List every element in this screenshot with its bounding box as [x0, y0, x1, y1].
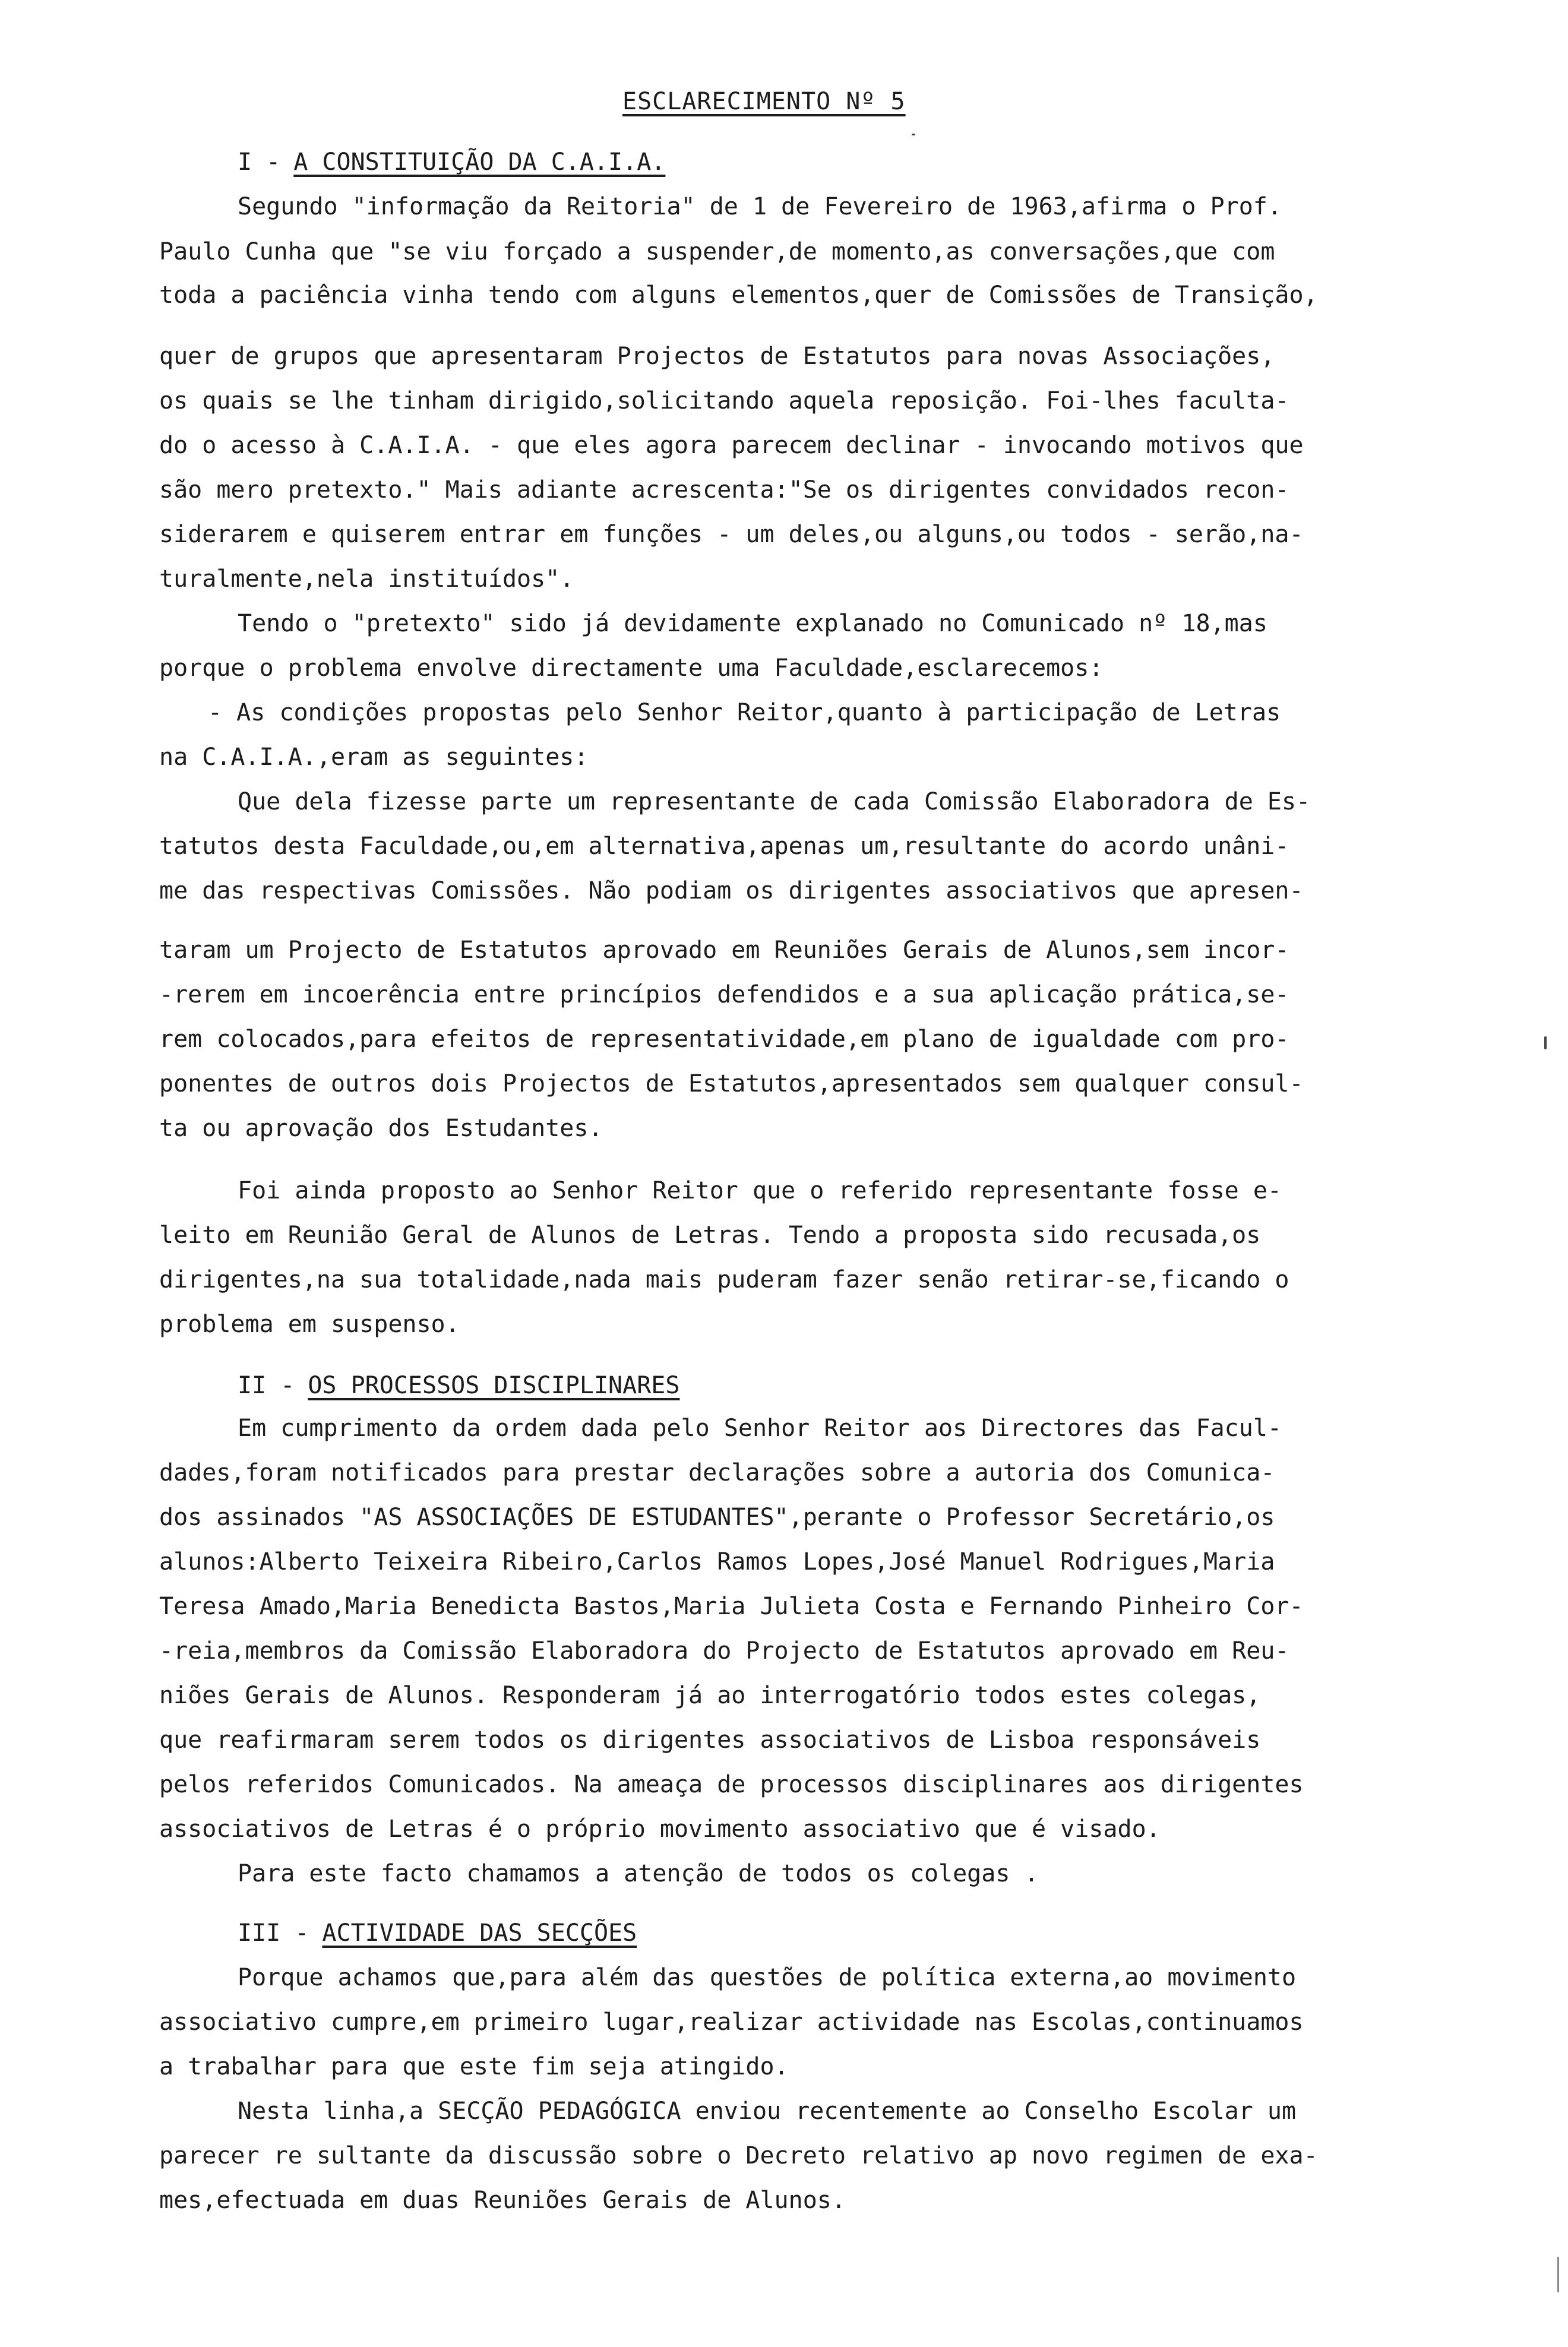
text-line: ta ou aprovação dos Estudantes. — [159, 1115, 603, 1142]
text-line: toda a paciência vinha tendo com alguns elementos,quer de Comissões de Transição, — [159, 281, 1318, 309]
text-line: Em cumprimento da ordem dada pelo Senhor Reitor aos Directores das Facul- — [238, 1415, 1282, 1442]
section-heading-processos — [238, 1372, 679, 1399]
section-number: III - — [238, 1919, 309, 1947]
text-line: Que dela fizesse parte um representante de cada Comissão Elaboradora de Es- — [238, 788, 1311, 815]
text-line: os quais se lhe tinham dirigido,solicitando aquela reposição. Foi-lhes faculta- — [159, 387, 1289, 415]
text-line: dos assinados "AS ASSOCIAÇÕES DE ESTUDANTES",perante o Professor Secretário,os — [159, 1504, 1275, 1531]
text-line: parecer re sultante da discussão sobre o Decreto relativo ap novo regimen de exa- — [159, 2142, 1318, 2169]
text-line: Foi ainda proposto ao Senhor Reitor que o referido representante fosse e- — [238, 1177, 1282, 1204]
text-line: Para este facto chamamos a atenção de todos os colegas . — [238, 1860, 1039, 1887]
text-line: leito em Reunião Geral de Alunos de Letras. Tendo a proposta sido recusada,os — [159, 1222, 1261, 1249]
text-line: tatutos desta Faculdade,ou,em alternativa,apenas um,resultante do acordo unâni- — [159, 833, 1289, 860]
text-line: associativo cumpre,em primeiro lugar,realizar actividade nas Escolas,continuamos — [159, 2008, 1304, 2036]
text-line: pelos referidos Comunicados. Na ameaça de processos disciplinares aos dirigentes — [159, 1771, 1304, 1798]
text-line: Teresa Amado,Maria Benedicta Bastos,Maria Julieta Costa e Fernando Pinheiro Cor- — [159, 1593, 1304, 1620]
text-line: a trabalhar para que este fim seja atingido. — [159, 2053, 789, 2080]
section-heading-constituicao — [238, 148, 665, 176]
scan-speck — [1557, 2257, 1559, 2292]
section-title: OS PROCESSOS DISCIPLINARES — [308, 1372, 680, 1399]
text-line: me das respectivas Comissões. Não podiam os dirigentes associativos que apresen- — [159, 877, 1304, 904]
scan-speck — [1544, 1036, 1547, 1049]
text-line: Tendo o "pretexto" sido já devidamente explanado no Comunicado nº 18,mas — [238, 610, 1267, 637]
section-title: A CONSTITUIÇÃO DA C.A.I.A. — [293, 148, 666, 176]
text-line: Segundo "informação da Reitoria" de 1 de Fevereiro de 1963,afirma o Prof. — [238, 193, 1282, 220]
text-line: na C.A.I.A.,eram as seguintes: — [159, 744, 589, 771]
text-line: - As condições propostas pelo Senhor Reitor,quanto à participação de Letras — [208, 699, 1281, 726]
text-line: dades,foram notificados para prestar declarações sobre a autoria dos Comunica- — [159, 1459, 1275, 1486]
text-line: Paulo Cunha que "se viu forçado a suspender,de momento,as conversações,que com — [159, 238, 1275, 265]
text-line: siderarem e quiserem entrar em funções - um deles,ou alguns,ou todos - serão,na- — [159, 521, 1304, 548]
text-line: -reia,membros da Comissão Elaboradora do Projecto de Estatutos aprovado em Reu- — [159, 1637, 1289, 1665]
text-line: que reafirmaram serem todos os dirigentes associativos de Lisboa responsáveis — [159, 1726, 1261, 1754]
text-line: problema em suspenso. — [159, 1311, 460, 1338]
text-line: são mero pretexto." Mais adiante acrescenta:"Se os dirigentes convidados recon- — [159, 476, 1289, 504]
text-line: Porque achamos que,para além das questões de política externa,ao movimento — [238, 1964, 1297, 1991]
scan-speck — [912, 134, 915, 135]
text-line: turalmente,nela instituídos". — [159, 565, 574, 593]
text-line: quer de grupos que apresentaram Projectos de Estatutos para novas Associações, — [159, 343, 1275, 370]
text-line: taram um Projecto de Estatutos aprovado em Reuniões Gerais de Alunos,sem incor- — [159, 937, 1289, 964]
text-line: Nesta linha,a SECÇÃO PEDAGÓGICA enviou recentemente ao Conselho Escolar um — [238, 2098, 1297, 2125]
text-line: alunos:Alberto Teixeira Ribeiro,Carlos Ramos Lopes,José Manuel Rodrigues,Maria — [159, 1548, 1275, 1576]
text-line: ponentes de outros dois Projectos de Estatutos,apresentados sem qualquer consul- — [159, 1070, 1304, 1097]
text-line: associativos de Letras é o próprio movimento associativo que é visado. — [159, 1815, 1161, 1843]
text-line: do o acesso à C.A.I.A. - que eles agora parecem declinar - invocando motivos que — [159, 432, 1304, 459]
section-number: I - — [238, 148, 281, 176]
text-line: mes,efectuada em duas Reuniões Gerais de Alunos. — [159, 2187, 846, 2214]
section-number: II - — [238, 1372, 295, 1399]
section-title: ACTIVIDADE DAS SECÇÕES — [322, 1919, 637, 1947]
document-title: ESCLARECIMENTO Nº 5 — [622, 88, 906, 115]
text-line: porque o problema envolve directamente uma Faculdade,esclarecemos: — [159, 654, 1104, 682]
text-line: -rerem em incoerência entre princípios defendidos e a sua aplicação prática,se- — [159, 981, 1289, 1008]
section-heading-actividade — [238, 1919, 637, 1947]
text-line: rem colocados,para efeitos de representatividade,em plano de igualdade com pro- — [159, 1026, 1289, 1053]
text-line: niões Gerais de Alunos. Responderam já ao interrogatório todos estes colegas, — [159, 1682, 1261, 1709]
text-line: dirigentes,na sua totalidade,nada mais puderam fazer senão retirar-se,ficando o — [159, 1266, 1289, 1293]
